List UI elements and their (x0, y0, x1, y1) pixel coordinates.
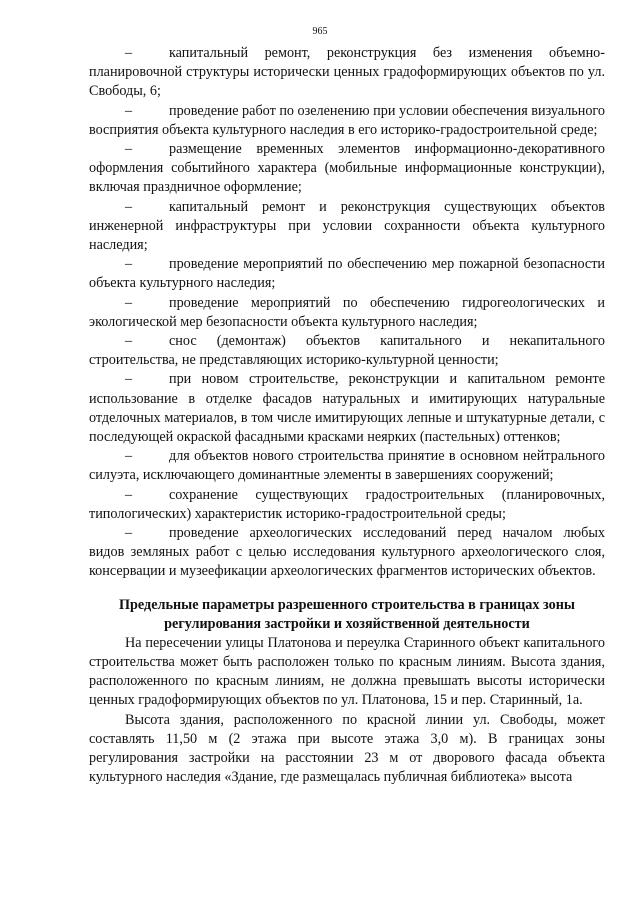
list-item (89, 370, 605, 447)
list-item-text: капитальный ремонт, реконструкция без изменения объемно-планировочной структуры исторически ценных градоформирующих объектов по ул. Свободы, 6; (89, 45, 605, 100)
list-item-text: при новом строительстве, реконструкции и капитальном ремонте использование в отделке фасадов натуральных и имитирующих натуральные отделочных материалов, в том числе имитирующих лепные и штукатурные детали, с последующей окраской фасадными красками неярких (пастельных) оттенков; (89, 371, 605, 446)
list-dash: – (125, 198, 133, 215)
section-heading: Предельные параметры разрешенного строительства в границах зоны регулирования застройки и хозяйственной деятельности (118, 596, 575, 632)
list-dash: – (125, 45, 133, 61)
list-item-text: сохранение существующих градостроительных (планировочных, типологических) характеристик историко-градостроительной среды; (89, 486, 605, 522)
list-item (89, 524, 605, 582)
list-item-text: снос (демонтаж) объектов капитального и некапитального строительства, не представляющих историко-культурной ценности; (89, 333, 605, 369)
list-dash: – (125, 256, 133, 273)
list-item-text: проведение археологических исследований перед началом любых видов земляных работ с целью исследования культурного археологического слоя, консервации и музеефикации археологических фрагментов исторических объектов. (89, 525, 605, 580)
list-item (89, 140, 605, 198)
list-dash: – (125, 525, 133, 542)
list-dash: – (125, 141, 133, 158)
list-item-text: проведение мероприятий по обеспечению гидрогеологических и экологической мер безопасности объекта культурного наследия; (89, 294, 605, 330)
list-item (89, 332, 605, 370)
list-dash: – (125, 448, 133, 465)
body-paragraph: Высота здания, расположенного по красной линии ул. Свободы, может составлять 11,50 м (2 этажа при высоте этажа 3,0 м). В границах зоны регулирования застройки на расстоянии 23 м от дворового фасада объекта культурного наследия «Здание, где размещалась публичная библиотека» высота (89, 711, 605, 786)
list-dash: – (125, 102, 133, 119)
list-item (89, 294, 605, 332)
body-paragraph: На пересечении улицы Платонова и переулка Старинного объект капитального строительства может быть расположен только по красным линиям. Высота здания, расположенного по красным линиям, не должна превышать высоты исторически ценных градоформирующих объектов по ул. Платонова, 15 и пер. Старинный, 1а. (89, 634, 605, 709)
list-dash: – (125, 294, 133, 311)
list-dash: – (125, 371, 133, 388)
list-item-text: капитальный ремонт и реконструкция существующих объектов инженерной инфраструктуры при условии сохранности объекта культурного наследия; (89, 198, 605, 254)
list-item (89, 102, 605, 140)
list-item (89, 198, 605, 256)
list-item-text: размещение временных элементов информационно-декоративного оформления событийного характера (мобильные информационные конструкции), включая праздничное оформление; (89, 141, 605, 196)
page-number: 965 (312, 26, 328, 37)
list-item (89, 255, 605, 293)
document-body (89, 44, 605, 787)
bullet-list (89, 44, 605, 582)
list-item (89, 44, 605, 102)
list-item-text: для объектов нового строительства принятие в основном нейтрального силуэта, исключающего доминантные элементы в завершениях сооружений; (89, 448, 605, 484)
list-item (89, 486, 605, 524)
list-item-text: проведение мероприятий по обеспечению мер пожарной безопасности объекта культурного наследия; (89, 256, 605, 292)
list-item-text: проведение работ по озеленению при условии обеспечения визуального восприятия объекта культурного наследия в его историко-градостроительной среде; (89, 102, 605, 138)
list-dash: – (125, 333, 133, 350)
list-item (89, 447, 605, 485)
list-dash: – (125, 486, 133, 503)
